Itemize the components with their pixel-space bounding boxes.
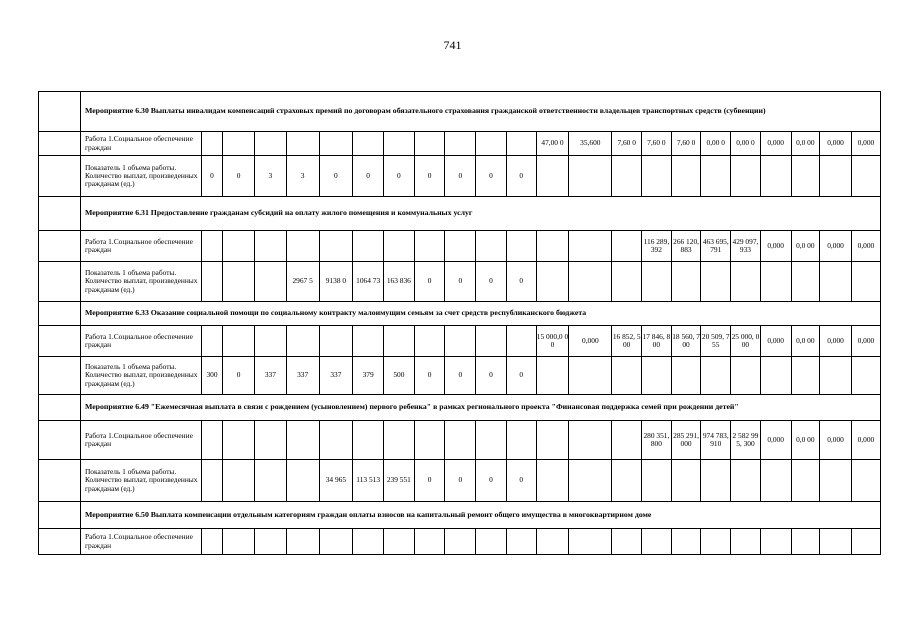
- indicator-value-cell: [642, 156, 672, 197]
- indicator-row: [39, 357, 881, 395]
- indicator-value-cell: 0: [201, 156, 223, 197]
- indicator-value-cell: [671, 460, 701, 502]
- work-value-cell: [384, 326, 415, 357]
- work-value-cell: 0,000: [851, 326, 880, 357]
- work-row: [39, 132, 881, 156]
- work-value-cell: [353, 132, 384, 156]
- indicator-value-cell: [201, 262, 223, 302]
- indicator-value-cell: 0: [506, 460, 536, 502]
- work-value-cell: [414, 231, 445, 262]
- indicator-value-cell: [255, 262, 287, 302]
- left-margin-cell: [39, 92, 81, 132]
- work-value-cell: [642, 529, 672, 555]
- indicator-label: Показатель 1 объема работы. Количество выплат, произведенных гражданам (ед.): [80, 156, 201, 197]
- section-heading-row: [39, 502, 881, 529]
- work-value-cell: [476, 529, 507, 555]
- work-value-cell: [536, 231, 569, 262]
- work-value-cell: [223, 231, 255, 262]
- indicator-value-cell: 9138 0: [319, 262, 353, 302]
- work-value-cell: [286, 132, 319, 156]
- work-value-cell: [445, 421, 476, 460]
- work-value-cell: 2 582 995, 300: [731, 421, 761, 460]
- work-value-cell: 25 000, 000: [731, 326, 761, 357]
- work-value-cell: [353, 326, 384, 357]
- work-label: Работа 1.Социальное обеспечение граждан: [80, 326, 201, 357]
- indicator-value-cell: 0: [476, 156, 507, 197]
- indicator-value-cell: [791, 262, 820, 302]
- section-heading-row: [39, 197, 881, 231]
- work-label: Работа 1.Социальное обеспечение граждан: [80, 421, 201, 460]
- work-value-cell: 0,000: [851, 231, 880, 262]
- work-value-cell: [384, 231, 415, 262]
- indicator-value-cell: 0: [476, 357, 507, 395]
- section-heading-row: [39, 92, 881, 132]
- work-value-cell: 35,600: [569, 132, 612, 156]
- indicator-value-cell: 0: [445, 156, 476, 197]
- work-value-cell: [319, 326, 353, 357]
- work-value-cell: [851, 529, 880, 555]
- indicator-value-cell: [642, 357, 672, 395]
- work-value-cell: [255, 421, 287, 460]
- work-value-cell: 0,000: [851, 132, 880, 156]
- left-margin-cell: [39, 302, 81, 326]
- left-margin-cell: [39, 197, 81, 231]
- indicator-row: [39, 460, 881, 502]
- work-value-cell: 0,000: [820, 421, 852, 460]
- work-value-cell: 0,000: [760, 421, 791, 460]
- indicator-value-cell: 3: [286, 156, 319, 197]
- work-value-cell: 0,000: [820, 132, 852, 156]
- indicator-value-cell: [671, 357, 701, 395]
- indicator-value-cell: 239 551: [384, 460, 415, 502]
- work-row: [39, 529, 881, 555]
- indicator-value-cell: [851, 262, 880, 302]
- left-margin-cell: [39, 421, 81, 460]
- work-value-cell: [201, 421, 223, 460]
- work-value-cell: [414, 529, 445, 555]
- work-value-cell: [791, 529, 820, 555]
- indicator-value-cell: [760, 156, 791, 197]
- indicator-value-cell: 0: [414, 262, 445, 302]
- indicator-value-cell: [642, 262, 672, 302]
- indicator-value-cell: 0: [506, 156, 536, 197]
- work-value-cell: 0,000: [820, 231, 852, 262]
- program-table: [38, 91, 881, 555]
- work-value-cell: [286, 421, 319, 460]
- indicator-value-cell: [223, 460, 255, 502]
- work-value-cell: [476, 421, 507, 460]
- indicator-value-cell: 0: [319, 156, 353, 197]
- work-label: Работа 1.Социальное обеспечение граждан: [80, 132, 201, 156]
- work-value-cell: 0,0 00: [791, 132, 820, 156]
- indicator-value-cell: [612, 156, 642, 197]
- work-value-cell: 0,0 00: [791, 326, 820, 357]
- work-value-cell: [255, 231, 287, 262]
- work-value-cell: [201, 132, 223, 156]
- indicator-value-cell: 2967 5: [286, 262, 319, 302]
- indicator-value-cell: [536, 357, 569, 395]
- work-value-cell: 7,60 0: [671, 132, 701, 156]
- indicator-value-cell: 337: [319, 357, 353, 395]
- work-value-cell: 7,60 0: [642, 132, 672, 156]
- work-value-cell: [731, 529, 761, 555]
- work-value-cell: 0,000: [569, 326, 612, 357]
- work-value-cell: [223, 529, 255, 555]
- work-value-cell: 463 695, 791: [701, 231, 731, 262]
- indicator-value-cell: [791, 357, 820, 395]
- work-value-cell: [671, 529, 701, 555]
- indicator-value-cell: [701, 262, 731, 302]
- indicator-value-cell: 0: [445, 460, 476, 502]
- work-value-cell: [353, 421, 384, 460]
- work-value-cell: [820, 529, 852, 555]
- indicator-value-cell: [731, 156, 761, 197]
- indicator-value-cell: [569, 460, 612, 502]
- work-value-cell: [445, 529, 476, 555]
- page-number: 741: [443, 38, 462, 52]
- work-value-cell: [319, 132, 353, 156]
- indicator-value-cell: [286, 460, 319, 502]
- work-value-cell: [612, 231, 642, 262]
- work-value-cell: [286, 326, 319, 357]
- indicator-value-cell: [701, 460, 731, 502]
- indicator-value-cell: [760, 460, 791, 502]
- indicator-value-cell: [851, 460, 880, 502]
- work-value-cell: [201, 529, 223, 555]
- work-value-cell: [201, 231, 223, 262]
- work-value-cell: [384, 529, 415, 555]
- work-value-cell: 0,00 0: [701, 132, 731, 156]
- indicator-value-cell: 0: [506, 262, 536, 302]
- indicator-value-cell: 0: [445, 262, 476, 302]
- indicator-value-cell: 3: [255, 156, 287, 197]
- work-value-cell: [445, 326, 476, 357]
- indicator-value-cell: [760, 262, 791, 302]
- indicator-value-cell: 113 513: [353, 460, 384, 502]
- indicator-value-cell: [612, 262, 642, 302]
- indicator-value-cell: [223, 262, 255, 302]
- work-value-cell: [414, 326, 445, 357]
- indicator-value-cell: [731, 357, 761, 395]
- indicator-value-cell: [536, 460, 569, 502]
- work-value-cell: [255, 132, 287, 156]
- indicator-value-cell: 0: [414, 156, 445, 197]
- work-row: [39, 326, 881, 357]
- work-value-cell: [612, 421, 642, 460]
- work-value-cell: [701, 529, 731, 555]
- work-value-cell: 429 097, 933: [731, 231, 761, 262]
- indicator-value-cell: 1064 73: [353, 262, 384, 302]
- work-value-cell: [506, 132, 536, 156]
- indicator-value-cell: 163 836: [384, 262, 415, 302]
- indicator-value-cell: 300: [201, 357, 223, 395]
- indicator-value-cell: 0: [223, 357, 255, 395]
- work-value-cell: [414, 421, 445, 460]
- work-value-cell: 0,000: [760, 326, 791, 357]
- work-value-cell: 15 000,0 00: [536, 326, 569, 357]
- indicator-value-cell: [612, 460, 642, 502]
- work-value-cell: 7,60 0: [612, 132, 642, 156]
- work-value-cell: 18 560, 700: [671, 326, 701, 357]
- work-value-cell: [506, 421, 536, 460]
- section-heading-row: [39, 302, 881, 326]
- indicator-value-cell: 0: [506, 357, 536, 395]
- indicator-value-cell: [642, 460, 672, 502]
- work-value-cell: 47,00 0: [536, 132, 569, 156]
- work-value-cell: [319, 529, 353, 555]
- work-value-cell: 0,000: [851, 421, 880, 460]
- work-value-cell: [223, 132, 255, 156]
- indicator-value-cell: 0: [476, 262, 507, 302]
- indicator-value-cell: 379: [353, 357, 384, 395]
- indicator-value-cell: [671, 156, 701, 197]
- work-value-cell: [569, 529, 612, 555]
- indicator-value-cell: [731, 460, 761, 502]
- left-margin-cell: [39, 262, 81, 302]
- work-value-cell: [353, 529, 384, 555]
- work-value-cell: [445, 231, 476, 262]
- indicator-value-cell: [701, 156, 731, 197]
- indicator-value-cell: 0: [353, 156, 384, 197]
- work-value-cell: [445, 132, 476, 156]
- work-value-cell: 0,000: [760, 231, 791, 262]
- work-value-cell: 20 509, 755: [701, 326, 731, 357]
- section-title: Мероприятие 6.33 Оказание социальной помощи по социальному контракту малоимущим семьям за счет средств республиканского бюджета: [80, 302, 880, 326]
- left-margin-cell: [39, 529, 81, 555]
- work-value-cell: 0,0 00: [791, 421, 820, 460]
- work-value-cell: [476, 132, 507, 156]
- indicator-value-cell: [820, 156, 852, 197]
- indicator-value-cell: [255, 460, 287, 502]
- indicator-value-cell: 0: [476, 460, 507, 502]
- work-value-cell: [384, 132, 415, 156]
- work-value-cell: [569, 421, 612, 460]
- indicator-row: [39, 156, 881, 197]
- indicator-value-cell: [701, 357, 731, 395]
- indicator-value-cell: [569, 262, 612, 302]
- work-value-cell: [760, 529, 791, 555]
- work-value-cell: [476, 231, 507, 262]
- work-row: [39, 421, 881, 460]
- indicator-value-cell: 337: [255, 357, 287, 395]
- work-value-cell: [506, 326, 536, 357]
- work-value-cell: [353, 231, 384, 262]
- left-margin-cell: [39, 326, 81, 357]
- work-value-cell: [223, 326, 255, 357]
- indicator-value-cell: 0: [384, 156, 415, 197]
- section-title: Мероприятие 6.50 Выплата компенсации отдельным категориям граждан оплаты взносов на капитальный ремонт общего имущества в многоквартирном доме: [80, 502, 880, 529]
- section-title: Мероприятие 6.30 Выплаты инвалидам компенсаций страховых премий по договорам обязательного страхования гражданской ответственности владельцев транспортных средств (субвенции): [80, 92, 880, 132]
- work-value-cell: [569, 231, 612, 262]
- indicator-label: Показатель 1 объема работы. Количество выплат, произведенных гражданам (ед.): [80, 262, 201, 302]
- indicator-label: Показатель 1 объема работы. Количество выплат, произведенных гражданам (ед.): [80, 460, 201, 502]
- work-value-cell: 17 846, 800: [642, 326, 672, 357]
- indicator-value-cell: 0: [414, 460, 445, 502]
- left-margin-cell: [39, 231, 81, 262]
- left-margin-cell: [39, 132, 81, 156]
- work-row: [39, 231, 881, 262]
- indicator-value-cell: [612, 357, 642, 395]
- work-value-cell: [201, 326, 223, 357]
- indicator-value-cell: [569, 357, 612, 395]
- work-value-cell: [476, 326, 507, 357]
- indicator-value-cell: [569, 156, 612, 197]
- work-value-cell: 0,00 0: [731, 132, 761, 156]
- indicator-value-cell: [820, 357, 852, 395]
- indicator-value-cell: [201, 460, 223, 502]
- indicator-value-cell: [731, 262, 761, 302]
- work-value-cell: 266 120, 883: [671, 231, 701, 262]
- indicator-value-cell: 0: [414, 357, 445, 395]
- work-value-cell: 0,000: [760, 132, 791, 156]
- indicator-value-cell: [536, 262, 569, 302]
- work-value-cell: [319, 231, 353, 262]
- left-margin-cell: [39, 502, 81, 529]
- indicator-value-cell: 0: [445, 357, 476, 395]
- work-value-cell: 116 289, 392: [642, 231, 672, 262]
- indicator-value-cell: 34 965: [319, 460, 353, 502]
- work-value-cell: 16 852, 500: [612, 326, 642, 357]
- work-value-cell: [414, 132, 445, 156]
- work-value-cell: [506, 231, 536, 262]
- indicator-value-cell: [820, 460, 852, 502]
- section-title: Мероприятие 6.49 "Ежемесячная выплата в связи с рождением (усыновлением) первого ребенка" в рамках регионального проекта "Финансовая поддержка семей при рождении детей": [80, 395, 880, 421]
- work-value-cell: [506, 529, 536, 555]
- indicator-value-cell: [851, 357, 880, 395]
- left-margin-cell: [39, 357, 81, 395]
- left-margin-cell: [39, 156, 81, 197]
- indicator-value-cell: 337: [286, 357, 319, 395]
- indicator-row: [39, 262, 881, 302]
- work-value-cell: 0,000: [820, 326, 852, 357]
- indicator-value-cell: [791, 156, 820, 197]
- work-value-cell: [255, 529, 287, 555]
- work-value-cell: [319, 421, 353, 460]
- indicator-value-cell: [760, 357, 791, 395]
- work-value-cell: 280 351, 800: [642, 421, 672, 460]
- section-title: Мероприятие 6.31 Предоставление гражданам субсидий на оплату жилого помещения и коммунальных услуг: [80, 197, 880, 231]
- indicator-value-cell: [851, 156, 880, 197]
- work-value-cell: 285 291, 000: [671, 421, 701, 460]
- work-value-cell: [536, 421, 569, 460]
- left-margin-cell: [39, 460, 81, 502]
- work-value-cell: 0,0 00: [791, 231, 820, 262]
- section-heading-row: [39, 395, 881, 421]
- work-value-cell: 974 783, 910: [701, 421, 731, 460]
- indicator-value-cell: 0: [223, 156, 255, 197]
- work-value-cell: [384, 421, 415, 460]
- left-margin-cell: [39, 395, 81, 421]
- work-value-cell: [536, 529, 569, 555]
- work-label: Работа 1.Социальное обеспечение граждан: [80, 231, 201, 262]
- indicator-value-cell: 500: [384, 357, 415, 395]
- work-label: Работа 1.Социальное обеспечение граждан: [80, 529, 201, 555]
- work-value-cell: [286, 231, 319, 262]
- indicator-value-cell: [671, 262, 701, 302]
- indicator-value-cell: [791, 460, 820, 502]
- work-value-cell: [223, 421, 255, 460]
- indicator-label: Показатель 1 объема работы. Количество выплат, произведенных гражданам (ед.): [80, 357, 201, 395]
- work-value-cell: [255, 326, 287, 357]
- indicator-value-cell: [536, 156, 569, 197]
- work-value-cell: [286, 529, 319, 555]
- indicator-value-cell: [820, 262, 852, 302]
- work-value-cell: [612, 529, 642, 555]
